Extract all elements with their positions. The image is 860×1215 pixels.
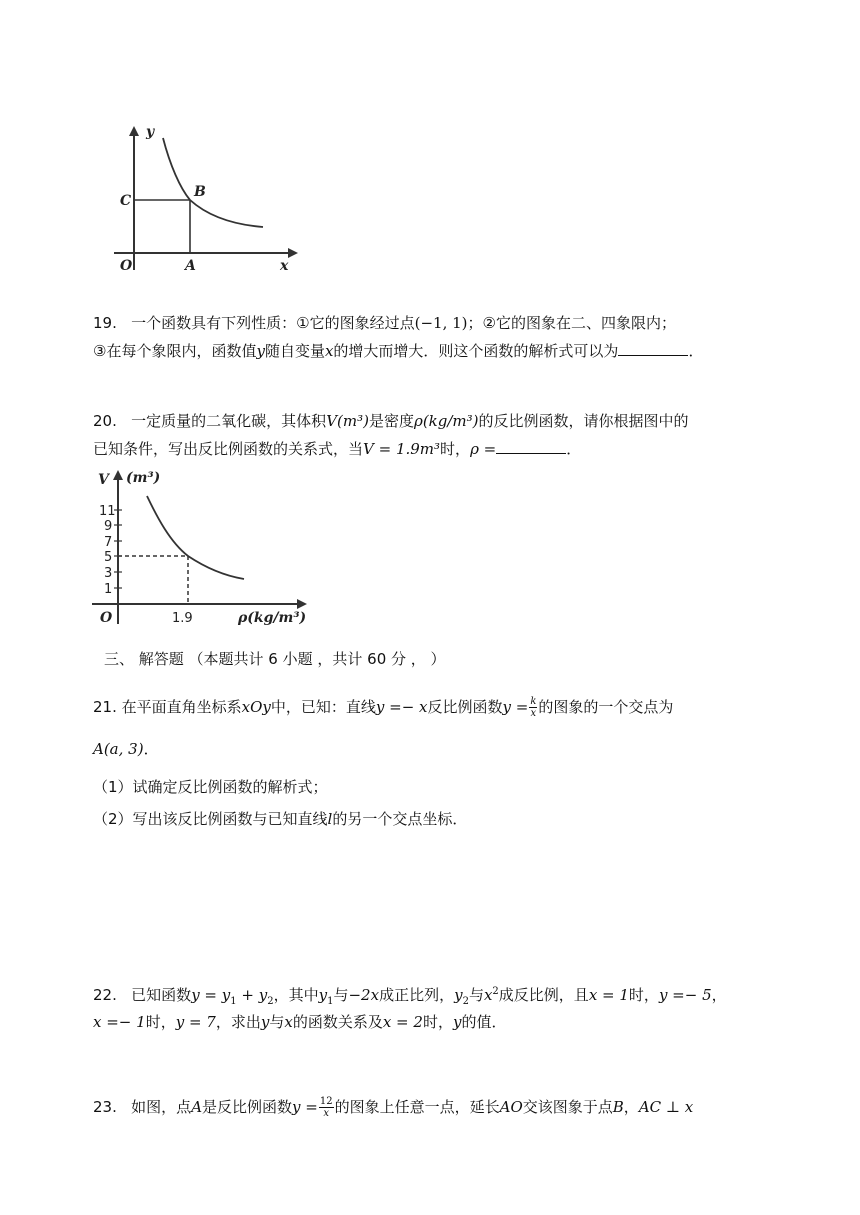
q19-number: 19. <box>93 314 117 332</box>
q22-sub1: 1 <box>230 996 237 1007</box>
q22-eq-y: y = y <box>191 986 231 1004</box>
q22-text-m: 时， <box>422 1013 453 1031</box>
q21-text-c: 反比例函数 <box>427 698 503 716</box>
q19-line1 <box>93 312 676 334</box>
q23-var-a: A <box>191 1098 203 1116</box>
q20-end: ． <box>566 440 582 458</box>
q21-sub2 <box>93 808 467 830</box>
fig2-y-unit: (m³) <box>126 470 161 486</box>
q22-var-x: x <box>284 1013 293 1031</box>
q23-text-a: 如图，点 <box>131 1098 192 1116</box>
figure-2-volume-density <box>92 462 322 632</box>
q22-cond4: y = 7 <box>175 1013 216 1031</box>
q21-var-l: l <box>327 810 333 828</box>
q22-y2: y <box>454 986 463 1004</box>
q23-text-c: 的图象上任意一点，延长 <box>334 1098 500 1116</box>
q19-text-a: 一个函数具有下列性质：①它的图象经过点 <box>131 314 415 332</box>
fig1-label-x: x <box>280 258 289 274</box>
q22-text-j: ，求出 <box>215 1013 261 1031</box>
q22-text-b: ，其中 <box>273 986 319 1004</box>
q21-text-b: 中，已知：直线 <box>270 698 376 716</box>
q21-text-d: 的图象的一个交点为 <box>538 698 674 716</box>
fig2-ytick-7: 7 <box>104 535 113 550</box>
q21-sub1: （1）试确定反比例函数的解析式； <box>93 778 328 796</box>
q22-x2-sup: 2 <box>492 986 499 997</box>
q22-cond2: y =− 5 <box>658 986 712 1004</box>
q23-line1 <box>93 1096 693 1119</box>
q22-cond1: x = 1 <box>588 986 629 1004</box>
q23-text-d: 交该图象于点 <box>522 1098 613 1116</box>
q21-frac-den: x <box>530 708 537 719</box>
q23-text-e: ， <box>623 1098 639 1116</box>
q23-var-b: B <box>612 1098 624 1116</box>
fig2-x-label: ρ(kg/m³) <box>238 610 307 626</box>
q19-text-b: ；②它的图象在二、四象限内； <box>467 314 676 332</box>
q23-ac-perp-x: AC ⊥ x <box>638 1098 694 1116</box>
q19-var-y: y <box>256 342 265 360</box>
q22-text-e: 与 <box>468 986 484 1004</box>
q19-answer-blank[interactable] <box>618 339 688 356</box>
fig2-ytick-9: 9 <box>104 519 113 534</box>
figure-1-hyperbola <box>108 120 308 275</box>
q22-text-c: 与 <box>333 986 349 1004</box>
q20-var-v: V <box>326 412 338 430</box>
q19-line2 <box>93 339 703 362</box>
q20-unit-m3: (m³) <box>337 412 369 430</box>
q20-text-e: 时， <box>440 440 471 458</box>
q22-x2: x <box>483 986 493 1004</box>
q21-func-y: y = <box>502 698 529 716</box>
q22-line2 <box>93 1011 506 1033</box>
q22-text-g: 时， <box>628 986 659 1004</box>
q21-text-a: 在平面直角坐标系 <box>121 698 242 716</box>
fig2-origin: O <box>100 610 113 626</box>
q23-func-y: y = <box>292 1098 318 1116</box>
q20-text-b: 是密度 <box>368 412 414 430</box>
q23-frac-den: x <box>323 1108 330 1119</box>
section-3-heading: 三、 解答题 （本题共计 6 小题 ，共计 60 分 ， ） <box>104 650 446 668</box>
fig2-ytick-11: 11 <box>99 504 116 519</box>
fig1-label-y: y <box>146 124 155 140</box>
q22-text-a: 已知函数 <box>131 986 192 1004</box>
q22-var-y2: y <box>452 1013 462 1031</box>
q21-sub2-a: （2）写出该反比例函数与已知直线 <box>93 810 328 828</box>
q21-point: A(a, 3) <box>93 740 144 758</box>
q22-text-i: 时， <box>145 1013 176 1031</box>
fig2-xtick-1-9: 1.9 <box>172 611 193 626</box>
q19-end: ． <box>688 342 704 360</box>
q22-text-l: 的函数关系及 <box>292 1013 383 1031</box>
fig2-ytick-5: 5 <box>104 550 113 565</box>
q22-text-k: 与 <box>269 1013 285 1031</box>
q20-text-c: 的反比例函数，请你根据图中的 <box>478 412 689 430</box>
q22-var-y: y <box>260 1013 270 1031</box>
fig2-y-label: V <box>98 472 109 488</box>
q19-text-c: ③在每个象限内，函数值 <box>93 342 257 360</box>
q20-rho-eq: ρ = <box>470 440 497 458</box>
q19-point: (−1, 1) <box>414 314 468 332</box>
q20-line2 <box>93 437 581 460</box>
q22-cond3: x =− 1 <box>93 1013 146 1031</box>
q21-line-eq: y =− x <box>375 698 428 716</box>
q23-number: 23. <box>93 1098 117 1116</box>
q19-text-d: 随自变量 <box>264 342 325 360</box>
q22-text-f: 成反比例，且 <box>498 986 589 1004</box>
fig1-label-o: O <box>120 258 133 274</box>
q22-number: 22. <box>93 986 117 1004</box>
q21-fraction-k-over-x <box>529 696 537 719</box>
q22-neg2x: −2x <box>348 986 380 1004</box>
q23-frac-num: 12 <box>319 1096 333 1107</box>
q21-line1 <box>93 696 673 719</box>
q20-text-a: 一定质量的二氧化碳，其体积 <box>131 412 327 430</box>
q21-frac-num: k <box>530 696 537 707</box>
q20-number: 20. <box>93 412 117 430</box>
q21-plane: xOy <box>241 698 271 716</box>
fig1-label-c: C <box>120 193 132 209</box>
q20-unit-kgm3: (kg/m³) <box>422 412 479 430</box>
q22-text-d: 成正比列， <box>379 986 455 1004</box>
fig2-ytick-3: 3 <box>104 566 113 581</box>
q21-number: 21. <box>93 698 117 716</box>
q23-fraction-12-over-x <box>319 1096 334 1119</box>
fig1-label-b: B <box>194 184 206 200</box>
q20-answer-blank[interactable] <box>496 437 566 454</box>
q21-sub2-b: 的另一个交点坐标． <box>332 810 468 828</box>
q21-point-end: ． <box>143 740 159 758</box>
q19-var-x: x <box>324 342 334 360</box>
q22-line1 <box>93 984 727 1009</box>
q20-line1 <box>93 410 689 432</box>
q20-text-d: 已知条件，写出反比例函数的关系式，当 <box>93 440 364 458</box>
q22-sub2: 2 <box>267 996 274 1007</box>
q21-line2 <box>93 738 159 760</box>
q22-y1: y <box>318 986 328 1004</box>
q23-text-b: 是反比例函数 <box>202 1098 293 1116</box>
q22-y2-sub: 2 <box>462 996 469 1007</box>
q22-y1-sub: 1 <box>327 996 334 1007</box>
fig2-ytick-1: 1 <box>104 582 113 597</box>
q20-var-rho: ρ <box>414 412 423 430</box>
fig1-label-a: A <box>185 258 196 274</box>
q22-text-n: 的值． <box>461 1013 507 1031</box>
q20-condition: V = 1.9m³ <box>363 440 441 458</box>
q19-text-e: 的增大而增大．则这个函数的解析式可以为 <box>333 342 619 360</box>
q22-cond5: x = 2 <box>382 1013 423 1031</box>
q22-text-h: ， <box>711 986 727 1004</box>
q23-var-ao: AO <box>499 1098 523 1116</box>
q22-eq-plus: + y <box>236 986 268 1004</box>
